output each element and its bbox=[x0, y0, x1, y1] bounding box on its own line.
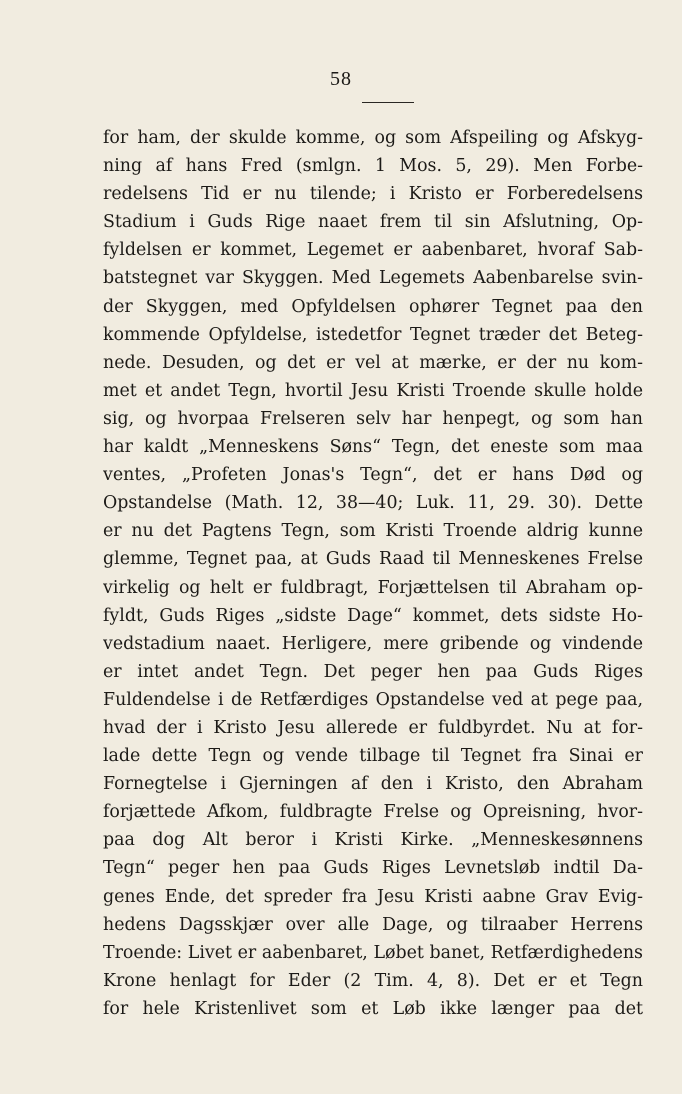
text-line: lade dette Tegn og vende tilbage til Tegnet fra Sinai er bbox=[103, 746, 643, 767]
text-line: Stadium i Guds Rige naaet frem til sin Afslutning, Op- bbox=[103, 212, 643, 233]
text-line: fyldelsen er kommet, Legemet er aabenbaret, hvoraf Sab- bbox=[103, 240, 643, 261]
text-line: redelsens Tid er nu tilende; i Kristo er Forberedelsens bbox=[103, 184, 643, 205]
text-line: fyldt, Guds Riges „sidste Dage“ kommet, dets sidste Ho- bbox=[103, 605, 643, 626]
text-line: virkelig og helt er fuldbragt, Forjættelsen til Abraham op- bbox=[103, 577, 643, 598]
body-text bbox=[103, 124, 643, 1023]
text-line: er nu det Pagtens Tegn, som Kristi Troende aldrig kunne bbox=[103, 521, 643, 542]
text-line: paa dog Alt beror i Kristi Kirke. „Menneskesønnens bbox=[103, 830, 643, 851]
text-line: der Skyggen, med Opfyldelsen ophører Tegnet paa den bbox=[103, 296, 643, 317]
text-line: vedstadium naaet. Herligere, mere gribende og vindende bbox=[103, 633, 643, 654]
text-line: Fornegtelse i Gjerningen af den i Kristo, den Abraham bbox=[103, 774, 643, 795]
text-line: for ham, der skulde komme, og som Afspeiling og Afskyg- bbox=[103, 128, 643, 148]
text-line: har kaldt „Menneskens Søns“ Tegn, det eneste som maa bbox=[103, 437, 643, 458]
text-line: er intet andet Tegn. Det peger hen paa Guds Riges bbox=[103, 661, 643, 682]
text-line: Tegn“ peger hen paa Guds Riges Levnetsløb indtil Da- bbox=[103, 858, 643, 879]
text-line: batstegnet var Skyggen. Med Legemets Aabenbarelse svin- bbox=[103, 268, 643, 289]
text-line: met et andet Tegn, hvortil Jesu Kristi Troende skulle holde bbox=[103, 380, 643, 401]
text-line: forjættede Afkom, fuldbragte Frelse og Opreisning, hvor- bbox=[103, 802, 643, 823]
text-line: glemme, Tegnet paa, at Guds Raad til Menneskenes Frelse bbox=[103, 549, 643, 570]
text-line: ning af hans Fred (smlgn. 1 Mos. 5, 29). Men Forbe- bbox=[103, 156, 643, 177]
text-line: hvad der i Kristo Jesu allerede er fuldbyrdet. Nu at for- bbox=[103, 717, 643, 738]
text-line: ventes, „Profeten Jonas's Tegn“, det er hans Død og bbox=[103, 465, 643, 486]
page-number: 58 bbox=[330, 68, 352, 90]
text-line: Opstandelse (Math. 12, 38—40; Luk. 11, 29. 30). Dette bbox=[103, 493, 643, 514]
text-line: for hele Kristenlivet som et Løb ikke længer paa det bbox=[103, 998, 643, 1019]
text-line: Troende: Livet er aabenbaret, Løbet banet, Retfærdighedens bbox=[103, 942, 643, 963]
text-line: Fuldendelse i de Retfærdiges Opstandelse ved at pege paa, bbox=[103, 689, 643, 710]
text-line: Krone henlagt for Eder (2 Tim. 4, 8). Det er et Tegn bbox=[103, 970, 643, 991]
text-line: kommende Opfyldelse, istedetfor Tegnet træder det Beteg- bbox=[103, 324, 643, 345]
text-line: sig, og hvorpaa Frelseren selv har henpegt, og som han bbox=[103, 408, 643, 429]
text-line: genes Ende, det spreder fra Jesu Kristi aabne Grav Evig- bbox=[103, 886, 643, 907]
text-line: hedens Dagsskjær over alle Dage, og tilraaber Herrens bbox=[103, 914, 643, 935]
text-line: nede. Desuden, og det er vel at mærke, er der nu kom- bbox=[103, 352, 643, 373]
header-rule bbox=[362, 102, 414, 103]
